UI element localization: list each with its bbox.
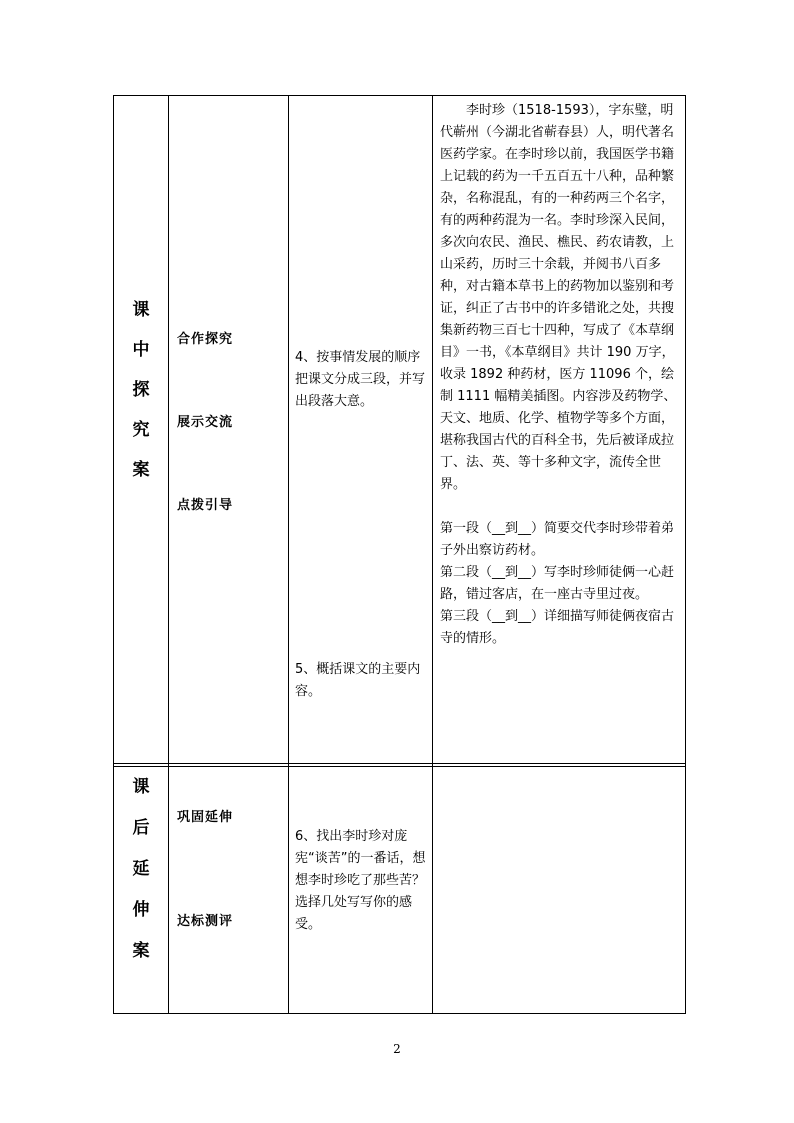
label-char: 课: [132, 300, 150, 320]
step-guidance: 点拨引导: [177, 498, 234, 513]
task-5: 5、概括课文的主要内容。: [295, 662, 421, 699]
page-number: 2: [393, 1042, 401, 1056]
step-assessment: 达标测评: [177, 914, 234, 929]
label-char: 案: [132, 941, 150, 961]
reference-text: [440, 100, 680, 650]
label-char: 延: [132, 859, 150, 879]
li-shizhen-bio: 李时珍（1518-1593），字东璧，明代蕲州（今湖北省蕲春县）人，明代著名医药学家。在李时珍以前，我国医学书籍上记载的药为一千五百五十八种，品种繁杂，名称混乱，有的一种药两三个名字，有的两种药混为一名。李时珍深入民间，多次向农民、渔民、樵民、药农请教，上山采药，历时三十余载，并阅书八百多种，对古籍本草书上的药物加以鉴别和考证，纠正了古书中的许多错讹之处，共搜集新药物三百七十四种，写成了《本草纲目》一书，《本草纲目》共计 190 万字，收录 1892 种药材，医方 11096 个，绘制 1111 幅精美插图。内容涉及药物学、天文、地质、化学、植物学等多个方面，堪称我国古代的百科全书，先后被译成拉丁、法、英、等十多种文字，流传全世界。: [440, 103, 677, 492]
column-divider-1: [168, 95, 169, 1014]
label-char: 伸: [132, 900, 150, 920]
step-consolidation: 巩固延伸: [177, 810, 234, 825]
label-char: 究: [132, 420, 150, 440]
step-cooperative-inquiry: 合作探究: [177, 332, 234, 347]
paragraph-summary-2: 第二段（__到__）写李时珍师徒俩一心赶路，错过客店，在一座古寺里过夜。: [440, 565, 675, 602]
label-char: 探: [132, 380, 150, 400]
label-char: 课: [132, 777, 150, 797]
column-divider-3: [432, 95, 433, 1014]
label-char: 后: [132, 818, 150, 838]
row-divider: [113, 763, 686, 764]
task-6: 6、找出李时珍对庞宪“谈苦”的一番话，想想李时珍吃了那些苦？选择几处写写你的感受。: [295, 829, 426, 932]
paragraph-summary-1: 第一段（__到__）简要交代李时珍带着弟子外出察访药材。: [440, 521, 675, 558]
section-label-after-class: [126, 767, 156, 972]
column-divider-2: [288, 95, 289, 1014]
spacer: [440, 496, 680, 518]
label-char: 中: [132, 340, 150, 360]
label-char: 案: [132, 460, 150, 480]
step-presentation: 展示交流: [177, 415, 234, 430]
section-label-in-class: [126, 290, 156, 490]
task-4: 4、按事情发展的顺序把课文分成三段，并写出段落大意。: [295, 350, 426, 409]
paragraph-summary-3: 第三段（__到__）详细描写师徒俩夜宿古寺的情形。: [440, 609, 675, 646]
row-divider-inner: [113, 766, 686, 767]
